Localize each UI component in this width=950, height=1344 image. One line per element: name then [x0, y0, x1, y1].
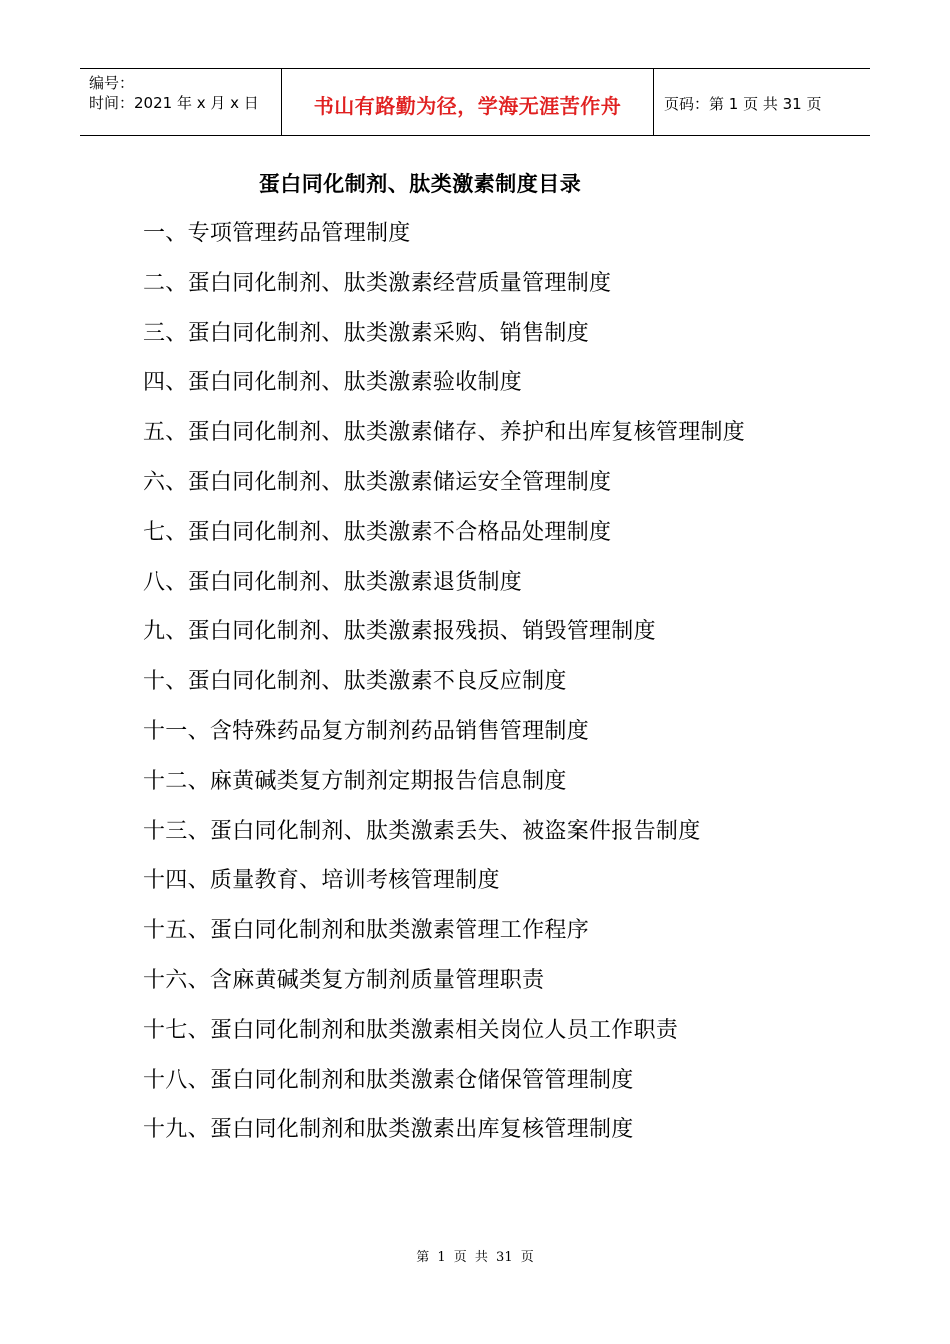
- toc-item: 四、蛋白同化制剂、肽类激素验收制度: [143, 370, 523, 396]
- document-title: 蛋白同化制剂、肽类激素制度目录: [258, 172, 582, 196]
- toc-item: 十五、蛋白同化制剂和肽类激素管理工作程序: [143, 918, 590, 944]
- toc-item: 十三、蛋白同化制剂、肽类激素丢失、被盗案件报告制度: [143, 818, 701, 844]
- toc-item: 八、蛋白同化制剂、肽类激素退货制度: [143, 569, 523, 595]
- header-page-info: 页码：第 1 页 共 31 页: [664, 94, 822, 113]
- toc-item: 五、蛋白同化制剂、肽类激素储存、养护和出库复核管理制度: [143, 420, 746, 446]
- toc-item: 十、蛋白同化制剂、肽类激素不良反应制度: [143, 669, 567, 695]
- toc-item: 十八、蛋白同化制剂和肽类激素仓储保管管理制度: [143, 1067, 634, 1093]
- toc-item: 十二、麻黄碱类复方制剂定期报告信息制度: [143, 768, 567, 794]
- toc-item: 七、蛋白同化制剂、肽类激素不合格品处理制度: [143, 519, 612, 545]
- toc-item: 一、专项管理药品管理制度: [143, 221, 411, 246]
- toc-item: 三、蛋白同化制剂、肽类激素采购、销售制度: [143, 320, 590, 346]
- toc-item: 十四、质量教育、培训考核管理制度: [143, 868, 500, 894]
- toc-item: 十七、蛋白同化制剂和肽类激素相关岗位人员工作职责: [143, 1017, 679, 1043]
- table-of-contents: [143, 214, 745, 1160]
- page-footer: 第 1 页 共 31 页: [416, 1250, 534, 1265]
- toc-item: 九、蛋白同化制剂、肽类激素报残损、销毁管理制度: [143, 619, 656, 645]
- header-motto: 书山有路勤为径，学海无涯苦作舟: [282, 69, 654, 135]
- toc-item: 六、蛋白同化制剂、肽类激素储运安全管理制度: [143, 469, 612, 495]
- time-label: 时间：2021 年 x 月 x 日: [89, 94, 259, 112]
- header-meta-cell: [80, 69, 282, 135]
- toc-item: 二、蛋白同化制剂、肽类激素经营质量管理制度: [143, 270, 612, 296]
- toc-item: 十一、含特殊药品复方制剂药品销售管理制度: [143, 718, 590, 744]
- toc-item: 十六、含麻黄碱类复方制剂质量管理职责: [143, 967, 545, 993]
- number-label: 编号：: [89, 74, 135, 92]
- header-table: [80, 68, 870, 136]
- toc-item: 十九、蛋白同化制剂和肽类激素出库复核管理制度: [143, 1117, 634, 1143]
